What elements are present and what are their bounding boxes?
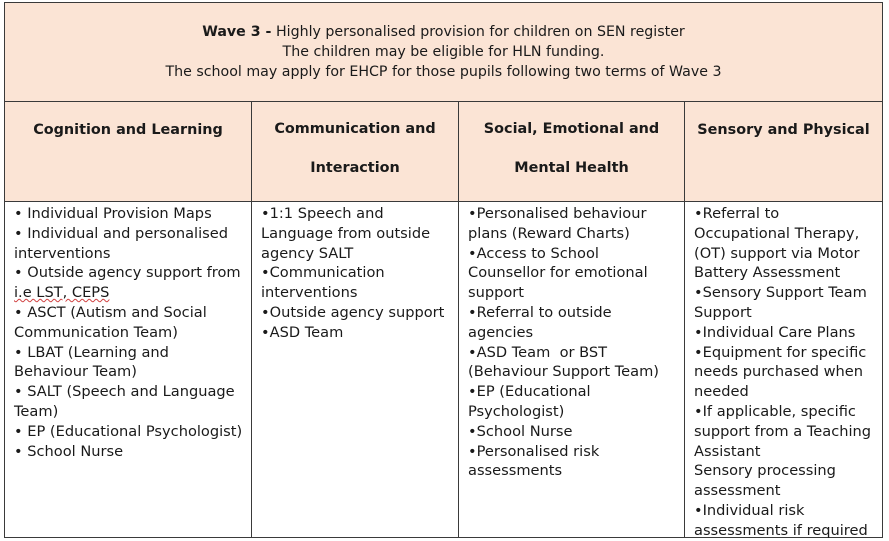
list-item: • School Nurse [14, 442, 124, 460]
heading-communication [252, 102, 458, 188]
header-line-3: The school may apply for EHCP for those pupils following two terms of Wave 3 [165, 64, 722, 80]
list-item [14, 283, 245, 303]
heading-social-line-1: Social, Emotional and [483, 121, 660, 137]
table-header [5, 3, 882, 102]
list-item: • EP (Educational Psychologist) [14, 422, 243, 440]
list-item: •Equipment for specific needs purchased when needed [694, 343, 871, 401]
list-item: •Individual risk assessments if required [694, 501, 868, 539]
list-item: •Personalised risk assessments [468, 442, 604, 480]
list-item: •EP (Educational Psychologist) [468, 383, 596, 420]
heading-communication-line-1: Communication and [274, 121, 436, 137]
list-item: • Individual Provision Maps [14, 205, 212, 222]
list-item: •If applicable, specific support from a Teaching Assistant [694, 402, 876, 460]
list-item: • Individual and personalised interventions [14, 224, 233, 262]
header-line-1 [5, 22, 882, 42]
cell-communication [251, 202, 458, 537]
list-item: Sensory processing assessment [694, 462, 841, 500]
list-item: •Referral to Occupational Therapy, (OT) support via Motor Battery Assessment [694, 205, 865, 282]
list-item: •Communication interventions [261, 264, 390, 302]
heading-cognition: Cognition and Learning [33, 122, 223, 138]
heading-cell-cognition [5, 102, 251, 201]
list-item: •Access to School Counsellor for emotional support [468, 244, 653, 302]
list-item: •Referral to outside agencies [468, 303, 617, 341]
provision-row [5, 202, 882, 537]
list-item: • SALT (Speech and Language Team) [14, 383, 240, 420]
wave-description: Highly personalised provision for children on SEN register [271, 24, 685, 40]
cell-sensory [684, 202, 882, 537]
list-item: • Outside agency support from [14, 264, 241, 282]
list-item: • LBAT (Learning and Behaviour Team) [14, 343, 174, 381]
cell-cognition [5, 202, 251, 537]
heading-communication-line-2: Interaction [310, 160, 400, 176]
list-item: •Personalised behaviour plans (Reward Charts) [468, 205, 652, 242]
list-communication [252, 202, 458, 343]
header-line-2: The children may be eligible for HLN funding. [282, 44, 605, 60]
list-sensory [685, 202, 882, 541]
heading-cell-sensory [684, 102, 882, 201]
list-item: •Individual Care Plans [694, 323, 856, 341]
list-item: •Sensory Support Team Support [694, 284, 872, 321]
wave-label: Wave 3 - [202, 24, 272, 40]
list-item: •Outside agency support [261, 303, 445, 321]
column-headings-row [5, 102, 882, 202]
list-item: •ASD Team or BST (Behaviour Support Team) [468, 343, 659, 381]
list-item: •ASD Team [261, 323, 344, 341]
heading-cell-social [458, 102, 684, 201]
list-cognition [5, 202, 251, 461]
list-item: • ASCT (Autism and Social Communication Team) [14, 303, 212, 341]
heading-cell-communication [251, 102, 458, 201]
list-item-text: i.e LST, CEPS [14, 284, 110, 302]
cell-social [458, 202, 684, 537]
heading-social-line-2: Mental Health [514, 160, 629, 176]
heading-sensory: Sensory and Physical [697, 122, 870, 138]
provision-table [4, 2, 883, 538]
list-item: •1:1 Speech and Language from outside agency SALT [261, 205, 435, 262]
heading-social [459, 102, 684, 188]
list-social [459, 202, 684, 481]
list-item: •School Nurse [468, 422, 573, 440]
